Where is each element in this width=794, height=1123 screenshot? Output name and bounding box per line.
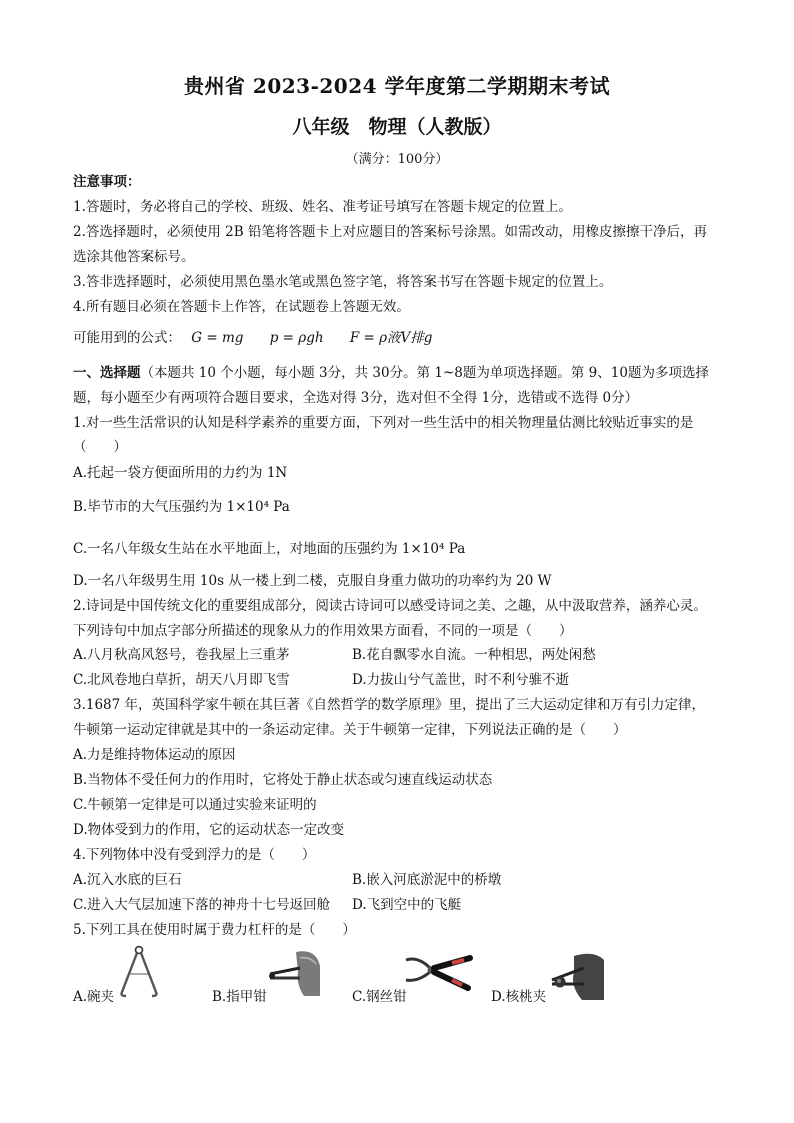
q5-stem: 5.下列工具在使用时属于费力杠杆的是（ ） [73,922,356,938]
q2-option-a: A.八月秋高风怒号，卷我屋上三重茅 [73,647,290,663]
q1-option-a: A.托起一袋方便面所用的力约为 1N [73,465,288,481]
q5-option-b: B.指甲钳 [212,989,267,1005]
formula-gravity: G = mg [191,330,244,346]
q3-stem: 3.1687 年，英国科学家牛顿在其巨著《自然哲学的数学原理》里，提出了三大运动定律和万有引力定律， [73,697,706,713]
formula-buoyancy: F = ρ液V排g [349,330,433,346]
formula-pressure: p = ρgh [269,330,324,346]
full-score: （满分：100分） [345,152,449,167]
q2-stem-2: 下列诗句中加点字部分所描述的现象从力的作用效果方面看，不同的一项是（ ） [73,623,573,639]
notice-item-2-cont: 选涂其他答案标号。 [73,249,195,265]
q3-option-b: B.当物体不受任何力的作用时，它将处于静止状态或匀速直线运动状态 [73,772,493,788]
q1-option-c: C.一名八年级女生站在水平地面上，对地面的压强约为 1×10⁴ Pa [73,541,466,557]
q3-option-d: D.物体受到力的作用，它的运动状态一定改变 [73,822,345,838]
q4-option-b: B.嵌入河底淤泥中的桥墩 [352,872,502,888]
nutcracker-image [548,950,606,1002]
section1-desc-2: 题，每小题至少有两项符合题目要求，全选对得 3分，选对但不全得 1分，选错或不选得 0分） [73,390,639,406]
section1-header [73,364,709,382]
notice-item-2: 2.答选择题时，必须使用 2B 铅笔将答题卡上对应题目的答案标号涂黑。如需改动，用橡皮擦擦干净后，再 [73,224,707,240]
q1-bracket: （ ） [73,439,127,455]
section1-desc: （本题共 10 个小题，每小题 3分，共 30分。第 1~8题为单项选择题。第 9、10题为多项选择 [140,365,709,381]
q1-option-d: D.一名八年级男生用 10s 从一楼上到二楼，克服自身重力做功的功率约为 20 W [73,573,552,589]
q3-option-a: A.力是维持物体运动的原因 [73,747,236,763]
wire-pliers-image [404,952,474,996]
q3-stem-2: 牛顿第一运动定律就是其中的一条运动定律。关于牛顿第一定律，下列说法正确的是（ ） [73,722,627,738]
notice-heading: 注意事项： [73,174,141,190]
q4-option-c: C.进入大气层加速下落的神舟十七号返回舱 [73,897,331,913]
q5-option-c: C.钢丝钳 [352,989,407,1005]
q2-stem: 2.诗词是中国传统文化的重要组成部分，阅读古诗词可以感受诗词之美、之趣，从中汲取营养，涵养心灵。 [73,598,707,614]
exam-subtitle: 八年级 物理（人教版） [292,116,502,138]
q1-option-b: B.毕节市的大气压强约为 1×10⁴ Pa [73,499,290,515]
q2-option-c: C.北风卷地白草折，胡天八月即飞雪 [73,672,290,688]
formula-label: 可能用到的公式： [73,330,181,346]
q5-option-d: D.核桃夹 [491,989,547,1005]
q5-option-a: A.碗夹 [73,989,115,1005]
q1-stem: 1.对一些生活常识的认知是科学素养的重要方面，下列对一些生活中的相关物理量估测比较贴近事实的是 [73,415,694,431]
nail-clipper-image [266,948,322,1000]
formula-line [73,329,432,347]
notice-item-1: 1.答题时，务必将自己的学校、班级、姓名、准考证号填写在答题卡规定的位置上。 [73,199,572,215]
notice-item-4: 4.所有题目必须在答题卡上作答，在试题卷上答题无效。 [73,299,410,315]
q3-option-c: C.牛顿第一定律是可以通过实验来证明的 [73,797,317,813]
q4-option-d: D.飞到空中的飞艇 [352,897,462,913]
exam-title: 贵州省 2023-2024 学年度第二学期期末考试 [183,74,611,98]
section1-heading: 一、选择题 [73,365,141,381]
bowl-clip-image [112,944,166,1002]
q2-option-d: D.力拔山兮气盖世，时不利兮骓不逝 [352,672,570,688]
q4-option-a: A.沉入水底的巨石 [73,872,182,888]
notice-item-3: 3.答非选择题时，必须使用黑色墨水笔或黑色签字笔，将答案书写在答题卡规定的位置上。 [73,274,613,290]
q2-option-b: B.花自飘零水自流。一种相思，两处闲愁 [352,647,596,663]
q4-stem: 4.下列物体中没有受到浮力的是（ ） [73,847,316,863]
